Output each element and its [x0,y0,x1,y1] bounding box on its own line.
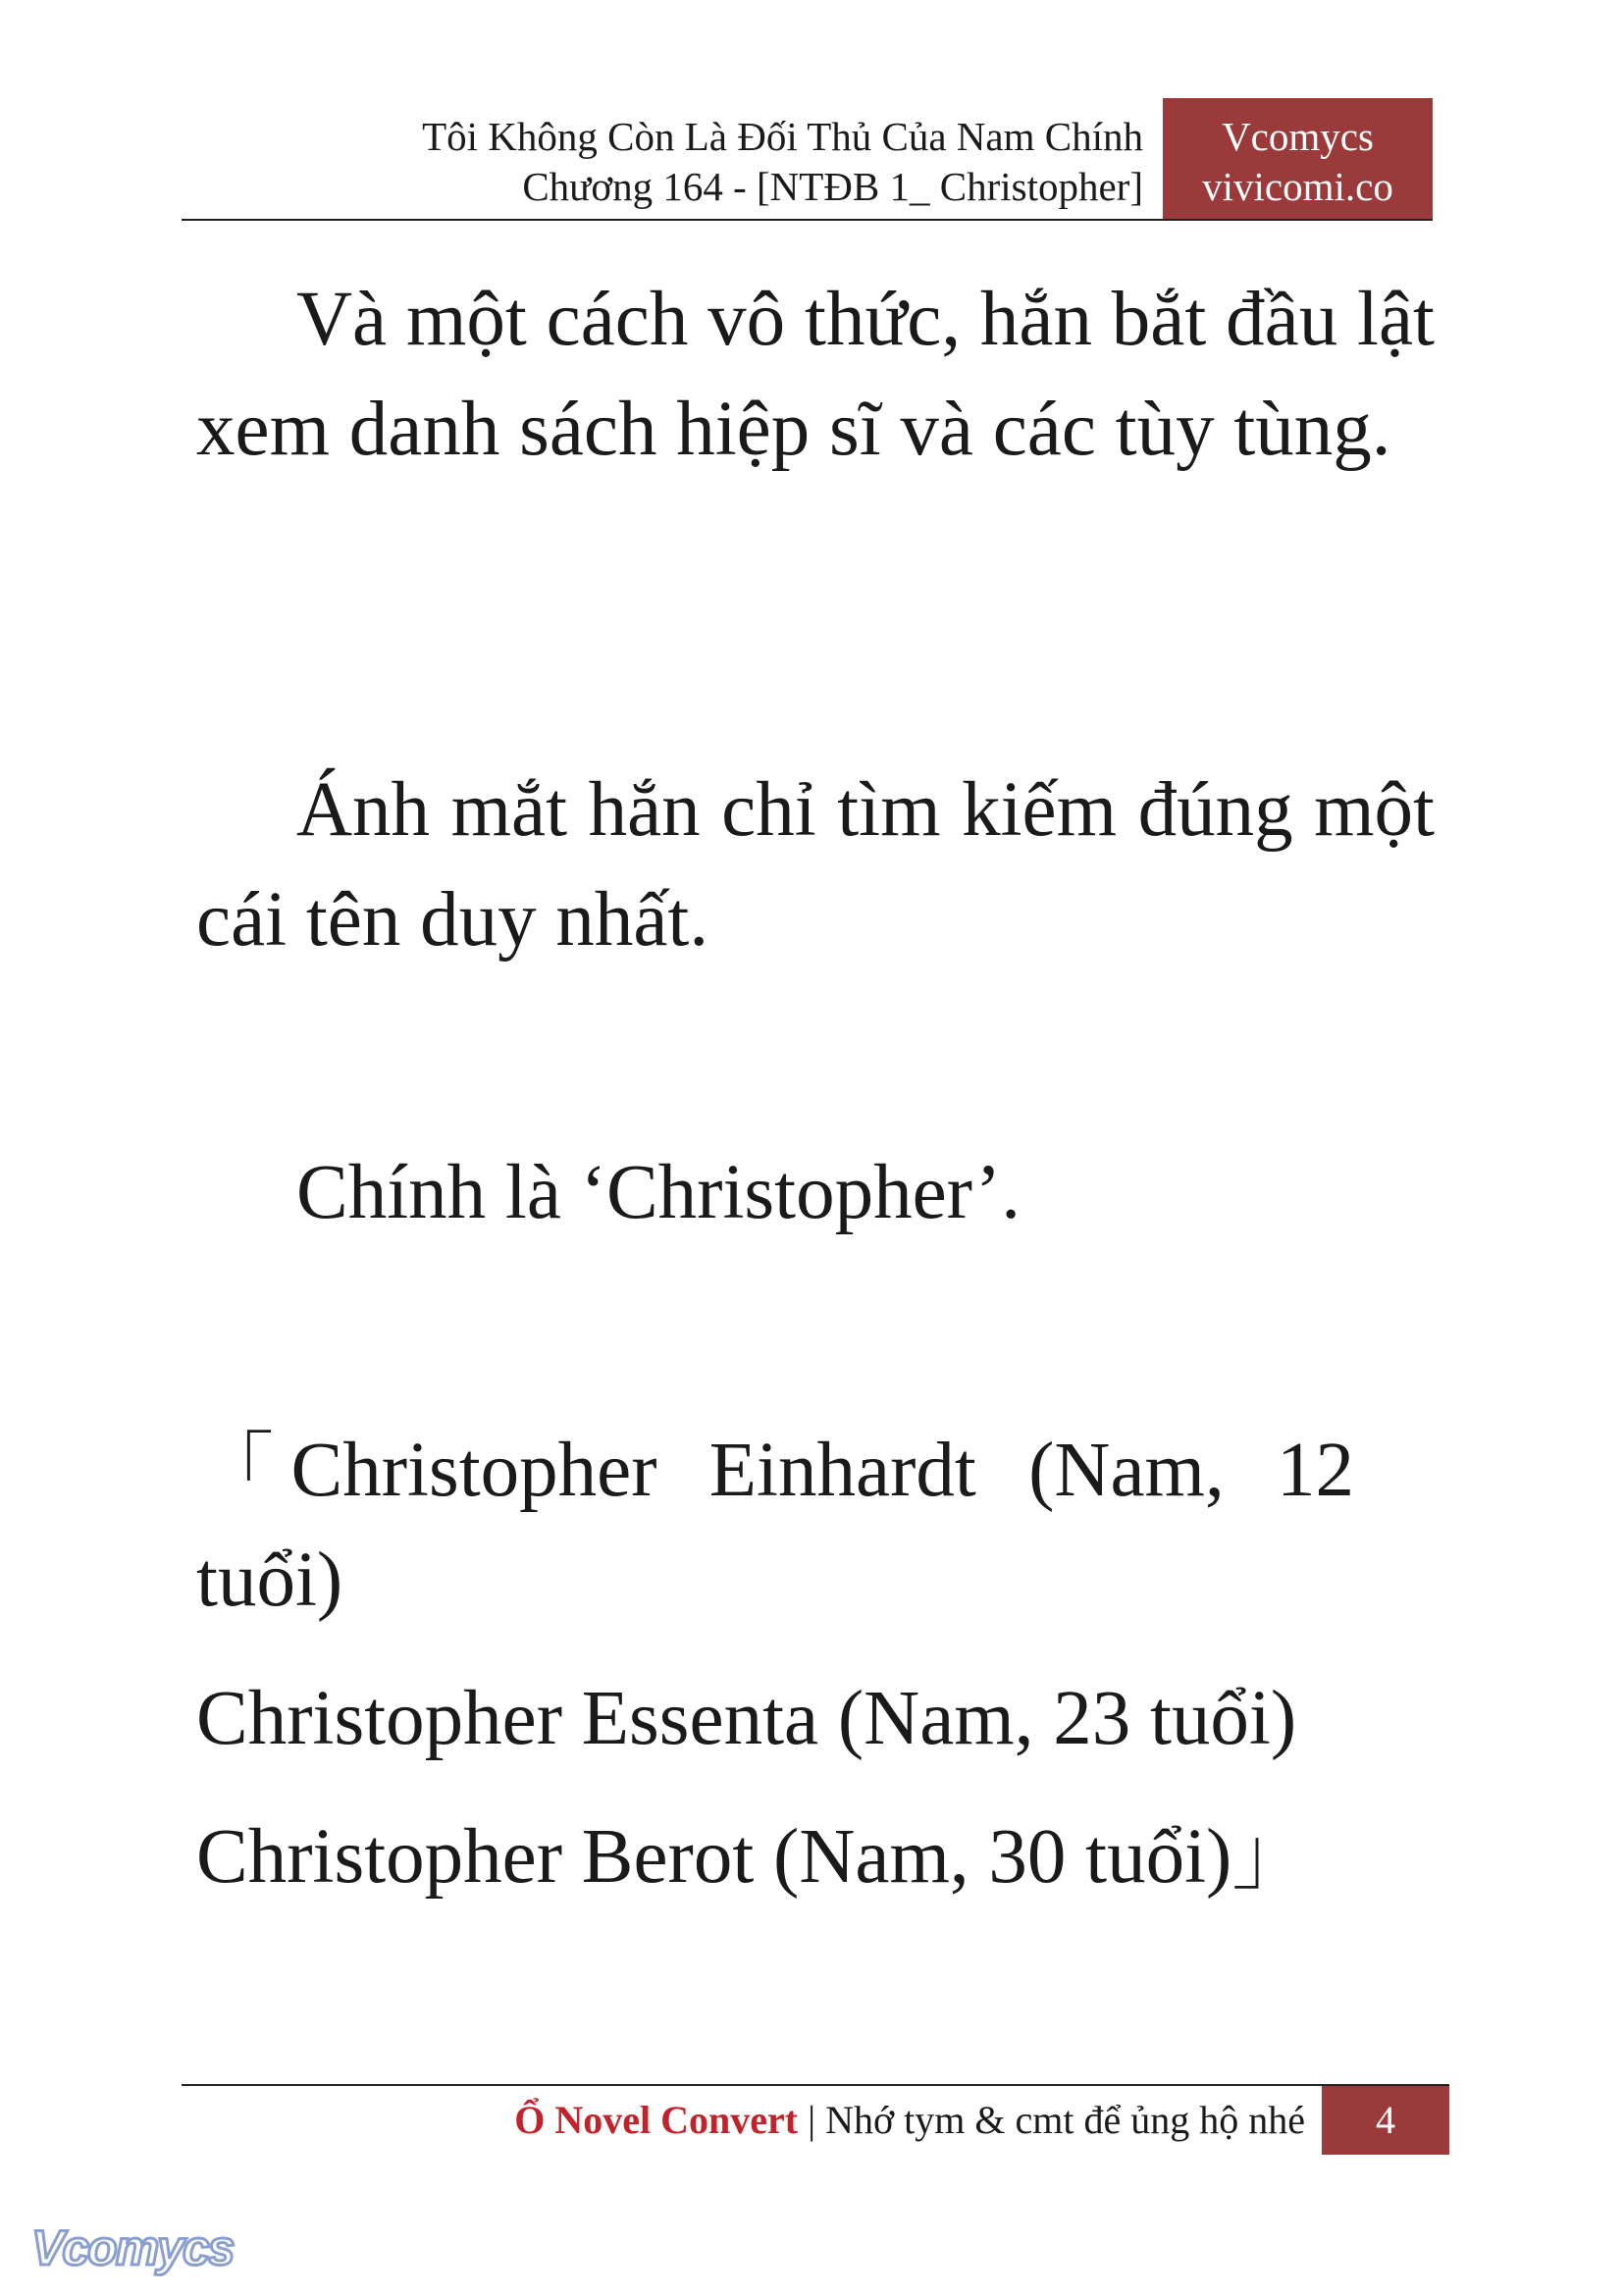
footer-brand: Ổ Novel Convert [514,2098,799,2142]
list-item: Christopher Berot (Nam, 30 tuổi)」 [196,1814,1310,1900]
vcomycs-logo [27,2216,253,2284]
footer-text [514,2096,1305,2145]
site-url: vivicomi.co [1202,164,1393,209]
footer-separator: | [808,2098,816,2142]
site-badge [1163,98,1433,220]
page-header [182,98,1433,220]
paragraph: Chính là ‘Christopher’. [296,1150,1021,1235]
footer-message: Nhớ tym & cmt để ủng hộ nhé [825,2098,1305,2142]
paragraph: Ánh mắt hắn chỉ tìm kiếm đúng một cái tên duy nhất. [196,767,1435,963]
logo-text: Vcomycs [31,2220,234,2275]
site-name: Vcomycs [1222,114,1374,159]
list-item: Christopher Essenta (Nam, 23 tuổi) [196,1676,1297,1761]
page-footer [182,2086,1449,2155]
chapter-title: Chương 164 - [NTĐB 1_ Christopher] [522,164,1143,209]
book-title: Tôi Không Còn Là Đối Thủ Của Nam Chính [422,114,1143,159]
header-title-block [422,112,1143,212]
paragraph: Và một cách vô thức, hắn bắt đầu lật xem danh sách hiệp sĩ và các tùy tùng. [196,277,1435,472]
list-item: 「Christopher Einhardt (Nam, 12 tuổi) [196,1428,1354,1623]
name-list [196,1416,1354,1941]
header-divider [182,219,1433,221]
page-number: 4 [1322,2086,1449,2155]
